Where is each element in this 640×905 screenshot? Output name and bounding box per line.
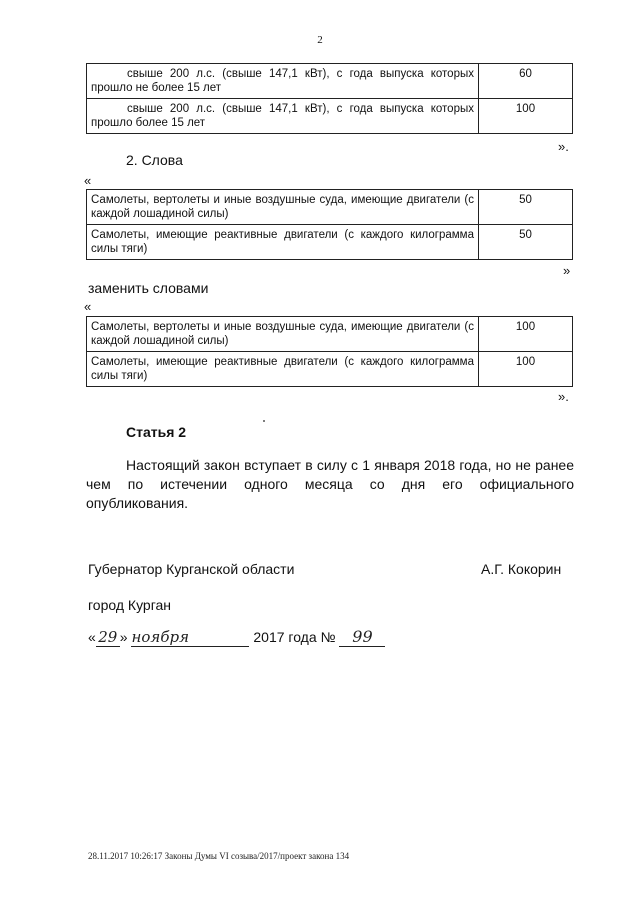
table-row: [87, 317, 573, 352]
opening-quote: «: [84, 173, 92, 188]
item-2-label: 2. Слова: [126, 152, 183, 168]
table-cell-value: 100: [479, 352, 573, 387]
date-quote-open: «: [88, 629, 96, 645]
table-cell-value: 50: [479, 225, 573, 260]
table-cell-value: 100: [479, 317, 573, 352]
table-cell-value: 60: [479, 64, 573, 99]
law-number-handwritten: 99: [339, 627, 385, 647]
signatory-name: А.Г. Кокорин: [481, 561, 562, 577]
table-row: [87, 352, 573, 387]
replace-label: заменить словами: [88, 280, 209, 296]
table-cell-description: свыше 200 л.с. (свыше 147,1 кВт), с года выпуска которых прошло более 15 лет: [87, 99, 479, 134]
date-day-handwritten: 29: [96, 628, 120, 647]
table-row: [87, 225, 573, 260]
table-cell-value: 100: [479, 99, 573, 134]
date-year-text: 2017 года №: [253, 629, 336, 645]
table-cell-description: Самолеты, вертолеты и иные воздушные суда, имеющие двигатели (с каждой лошадиной силы): [87, 190, 479, 225]
date-month-handwritten: ноября: [131, 628, 249, 647]
date-quote-close: »: [119, 629, 128, 645]
rate-table-new: [86, 316, 573, 387]
table-cell-description: свыше 200 л.с. (свыше 147,1 кВт), с года выпуска которых прошло не более 15 лет: [87, 64, 479, 99]
page-number: 2: [317, 34, 323, 46]
table-cell-description: Самолеты, имеющие реактивные двигатели (с каждого килограмма силы тяги): [87, 225, 479, 260]
table-cell-description: Самолеты, вертолеты и иные воздушные суда, имеющие двигатели (с каждой лошадиной силы): [87, 317, 479, 352]
rate-table-top: [86, 63, 573, 134]
date-number-line: [88, 627, 385, 647]
closing-quote: ».: [558, 139, 569, 154]
closing-quote: »: [563, 263, 571, 278]
scan-speck: [263, 420, 265, 422]
article-2-text: Настоящий закон вступает в силу с 1 января 2018 года, но не ранее чем по истечении одного месяца со дня его официального опубликования.: [86, 457, 574, 511]
table-cell-description: Самолеты, имеющие реактивные двигатели (с каждого килограмма силы тяги): [87, 352, 479, 387]
table-row: [87, 64, 573, 99]
opening-quote: «: [84, 299, 92, 314]
city-label: город Курган: [88, 597, 172, 613]
table-row: [87, 190, 573, 225]
signatory-position: Губернатор Курганской области: [88, 561, 295, 577]
table-row: [87, 99, 573, 134]
rate-table-old: [86, 189, 573, 260]
footer-path: 28.11.2017 10:26:17 Законы Думы VI созыва/2017/проект закона 134: [88, 851, 350, 861]
closing-quote: ».: [558, 389, 569, 404]
article-2-heading: Статья 2: [126, 424, 187, 440]
table-cell-value: 50: [479, 190, 573, 225]
